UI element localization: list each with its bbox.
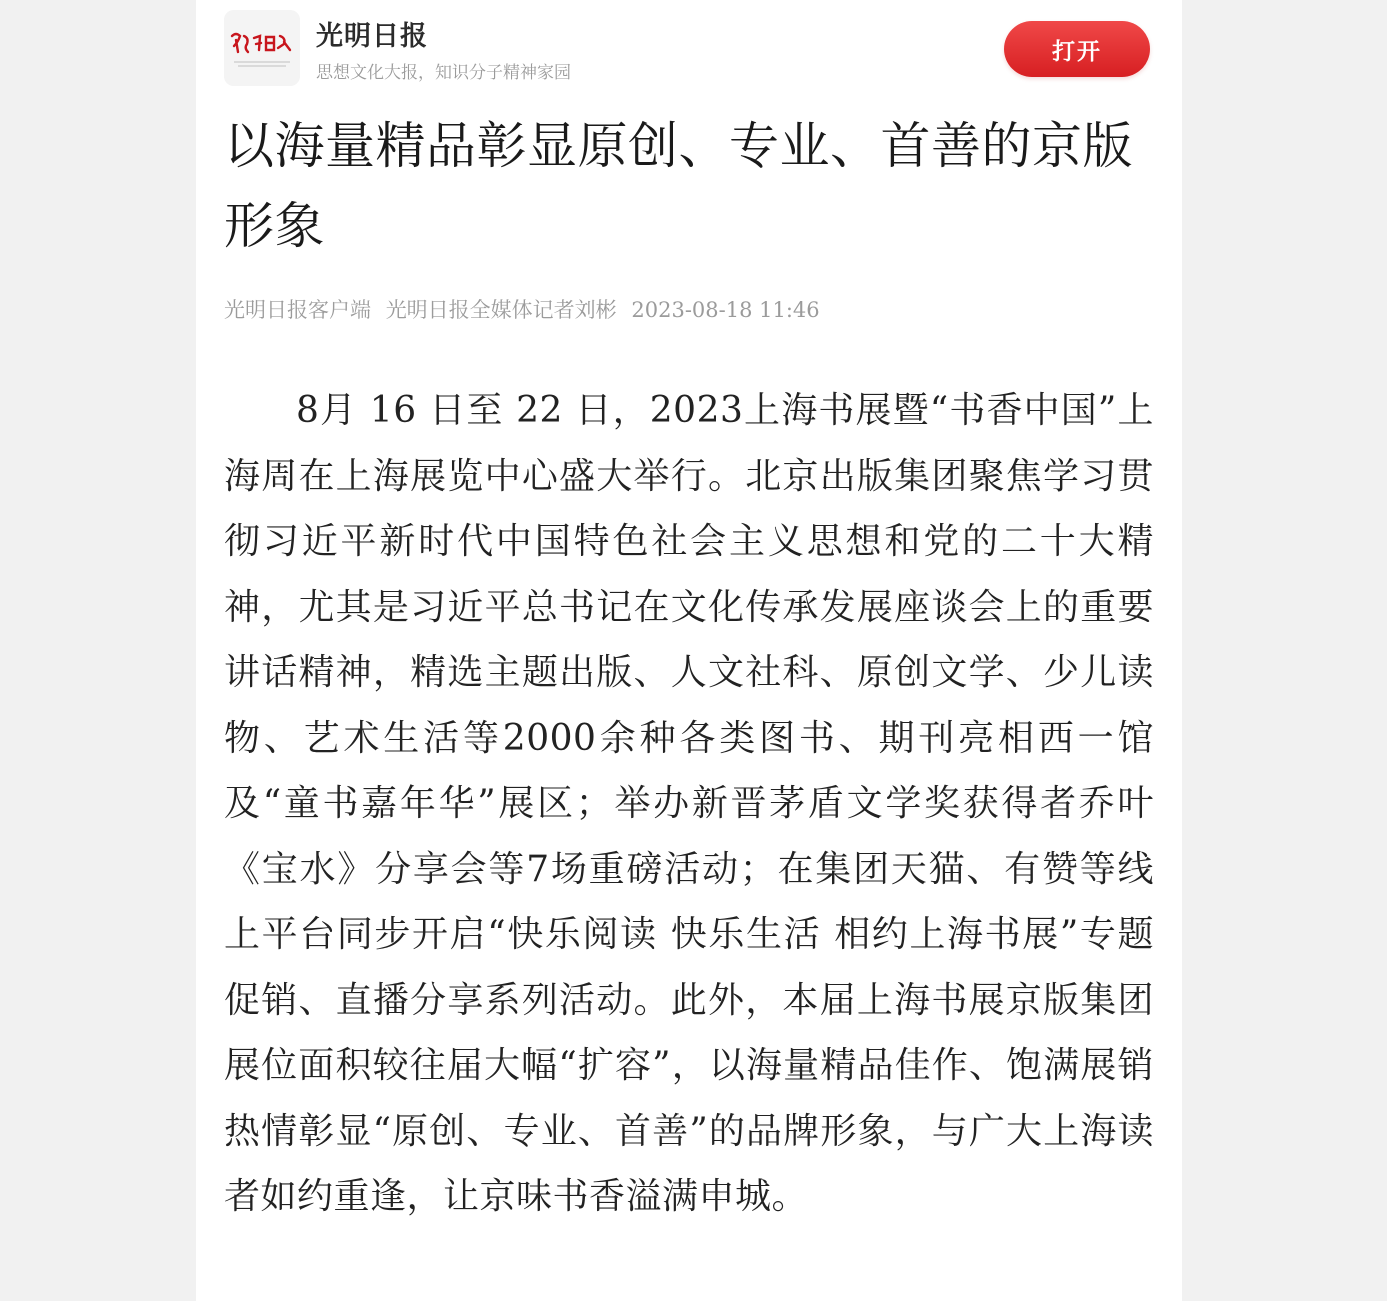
article-body-paragraph: 8月 16 日至 22 日，2023上海书展暨“书香中国”上海周在上海展览中心盛大举行。北京出版集团聚焦学习贯彻习近平新时代中国特色社会主义思想和党的二十大精神，尤其是习近平总书记在文化传承发展座谈会上的重要讲话精神，精选主题出版、人文社科、原创文学、少儿读物、艺术生活等2000余种各类图书、期刊亮相西一馆及“童书嘉年华”展区；举办新晋茅盾文学奖获得者乔叶《宝水》分享会等7场重磅活动；在集团天猫、有赞等线上平台同步开启“快乐阅读 快乐生活 相约上海书展”专题促销、直播分享系列活动。此外，本届上海书展京版集团展位面积较往届大幅“扩容”，以海量精品佳作、饱满展销热情彰显“原创、专业、首善”的品牌形象，与广大上海读者如约重逢，让京味书香溢满申城。 <box>224 390 1154 1217</box>
article-author: 光明日报全媒体记者刘彬 <box>385 298 617 322</box>
article-datetime: 2023-08-18 11:46 <box>631 298 820 322</box>
newspaper-logo[interactable] <box>224 10 300 86</box>
brand-name: 光明日报 <box>316 21 428 52</box>
article-source: 光明日报客户端 <box>224 298 371 322</box>
article-page <box>196 0 1182 1301</box>
open-app-button[interactable]: 打开 <box>1004 21 1150 77</box>
article-title: 以海量精品彰显原创、专业、首善的京版形象 <box>224 117 1133 255</box>
app-download-banner <box>196 0 1182 100</box>
brand-slogan: 思想文化大报，知识分子精神家园 <box>316 63 571 83</box>
article-meta <box>224 294 1154 324</box>
logo-calligraphy-icon <box>224 10 300 86</box>
